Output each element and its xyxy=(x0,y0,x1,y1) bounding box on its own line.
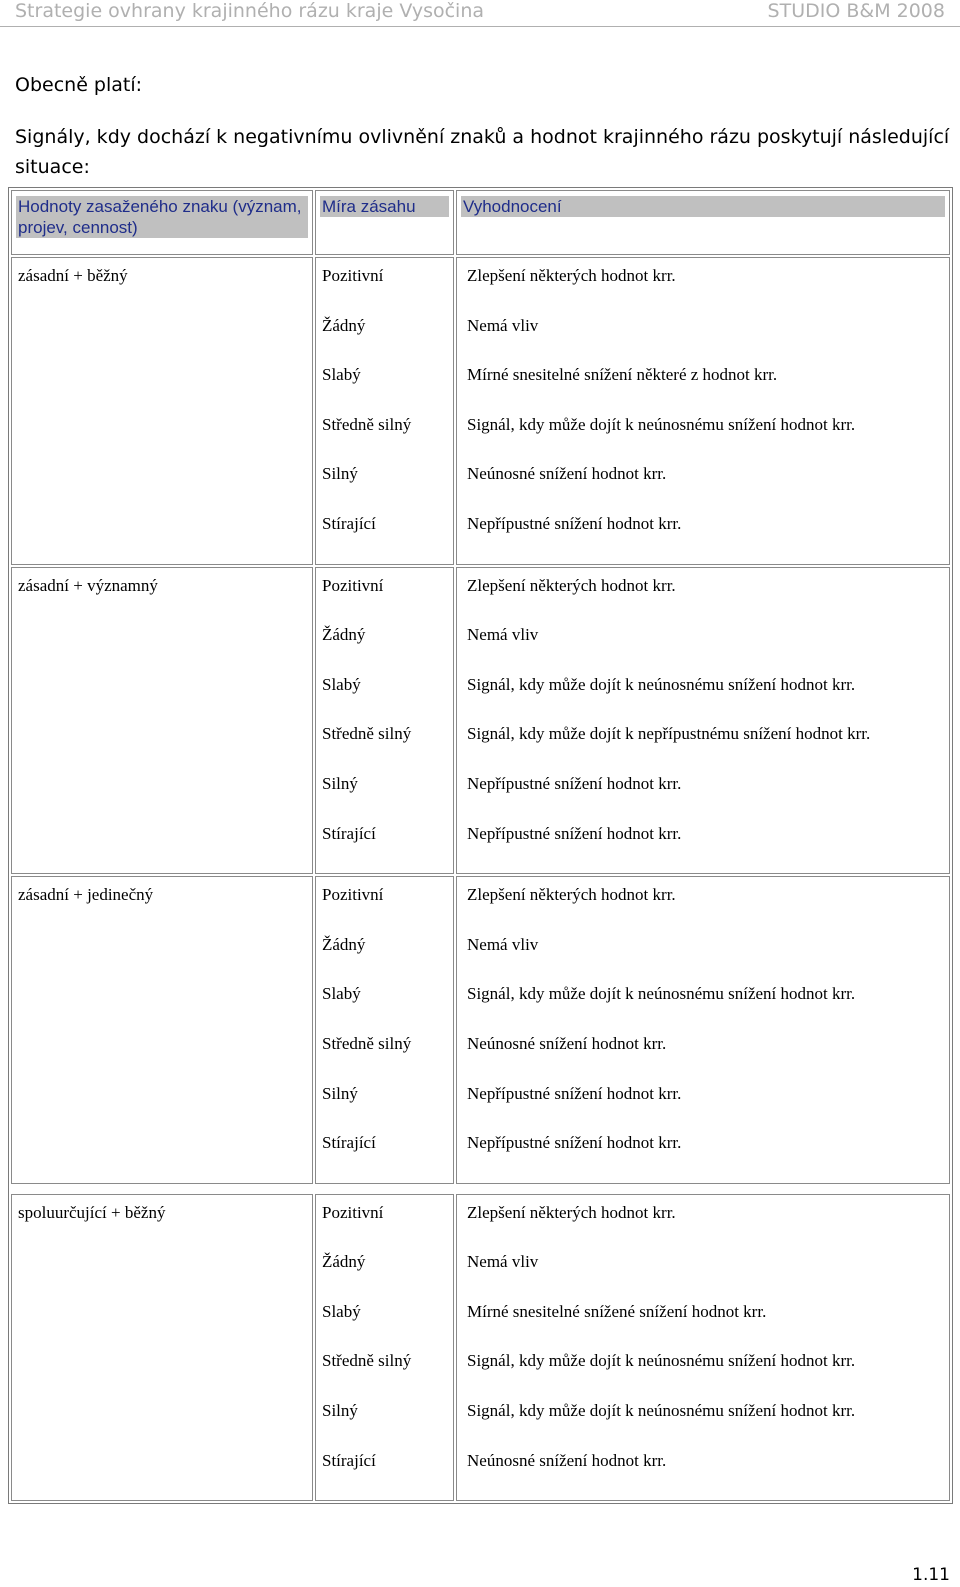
table-row xyxy=(11,1194,950,1502)
evaluation-text: Zlepšení některých hodnot krr. xyxy=(467,885,676,905)
header-cell-values xyxy=(11,190,313,255)
intensity-list xyxy=(316,568,453,874)
evaluation-text: Neúnosné snížení hodnot krr. xyxy=(467,1450,667,1470)
table-spacer xyxy=(11,1186,950,1192)
evaluation-text: Zlepšení některých hodnot krr. xyxy=(467,266,676,285)
intensity-level: Středně silný xyxy=(322,724,412,744)
evaluation-text: Signál, kdy může dojít k neúnosnému snížení hodnot krr. xyxy=(467,674,856,694)
intensity-level: Žádný xyxy=(322,625,366,645)
intensity-level: Silný xyxy=(322,1401,358,1421)
header-cell-intensity xyxy=(315,190,454,255)
intensity-level: Žádný xyxy=(322,1252,366,1272)
intensity-cell xyxy=(315,257,454,565)
table-spacer-cell xyxy=(11,1186,950,1192)
evaluation-cell xyxy=(456,257,950,565)
evaluation-list xyxy=(457,1195,949,1501)
group-label: zásadní + jedinečný xyxy=(18,885,154,905)
intensity-level: Středně silný xyxy=(322,1033,412,1053)
evaluation-text: Zlepšení některých hodnot krr. xyxy=(467,575,676,595)
group-cell xyxy=(11,567,313,875)
evaluation-text: Nemá vliv xyxy=(467,315,539,335)
column-header-evaluation: Vyhodnocení xyxy=(461,196,945,217)
evaluation-list xyxy=(457,568,949,874)
evaluation-cell xyxy=(456,876,950,1184)
evaluation-text: Mírné snesitelné snížené snížení hodnot krr. xyxy=(467,1301,767,1321)
evaluation-text: Nemá vliv xyxy=(467,1252,539,1272)
group-cell xyxy=(11,257,313,565)
evaluation-text: Nemá vliv xyxy=(467,625,539,645)
evaluation-list xyxy=(457,877,949,1183)
intensity-level: Pozitivní xyxy=(322,1202,384,1222)
intensity-level: Pozitivní xyxy=(322,266,384,285)
evaluation-text: Nemá vliv xyxy=(467,934,539,954)
intensity-level: Silný xyxy=(322,464,358,484)
evaluation-text: Mírné snesitelné snížení některé z hodnot krr. xyxy=(467,365,778,385)
evaluation-text: Signál, kdy může dojít k neúnosnému snížení hodnot krr. xyxy=(467,1401,856,1421)
evaluation-table xyxy=(8,187,953,1504)
evaluation-text: Neúnosné snížení hodnot krr. xyxy=(467,464,667,484)
evaluation-text: Nepřípustné snížení hodnot krr. xyxy=(467,773,682,793)
evaluation-text: Nepřípustné snížení hodnot krr. xyxy=(467,823,682,843)
intensity-cell xyxy=(315,1194,454,1502)
intensity-level: Stírající xyxy=(322,513,376,533)
evaluation-text: Nepřípustné snížení hodnot krr. xyxy=(467,1083,682,1103)
header-cell-evaluation xyxy=(456,190,950,255)
evaluation-text: Signál, kdy může dojít k nepřípustnému snížení hodnot krr. xyxy=(467,724,871,744)
table-row xyxy=(11,257,950,565)
group-label: zásadní + významný xyxy=(18,575,158,595)
intensity-level: Slabý xyxy=(322,674,361,694)
intensity-level: Silný xyxy=(322,773,358,793)
intensity-level: Žádný xyxy=(322,315,366,335)
evaluation-cell xyxy=(456,1194,950,1502)
group-cell xyxy=(11,1194,313,1502)
header-document-title: Strategie ovhrany krajinného rázu kraje Vysočina xyxy=(15,0,484,22)
table-row xyxy=(11,567,950,875)
table-row xyxy=(11,876,950,1184)
evaluation-text: Nepřípustné snížení hodnot krr. xyxy=(467,513,682,533)
intensity-level: Středně silný xyxy=(322,414,412,434)
intensity-level: Středně silný xyxy=(322,1351,412,1371)
group-cell xyxy=(11,876,313,1184)
intensity-level: Pozitivní xyxy=(322,575,384,595)
evaluation-text: Signál, kdy může dojít k neúnosnému snížení hodnot krr. xyxy=(467,414,856,434)
group-label: spoluurčující + běžný xyxy=(18,1202,166,1222)
intensity-list xyxy=(316,1195,453,1501)
section-heading: Obecně platí: xyxy=(15,74,143,96)
intensity-level: Slabý xyxy=(322,365,361,385)
intensity-level: Silný xyxy=(322,1083,358,1103)
intensity-cell xyxy=(315,567,454,875)
intensity-list xyxy=(316,877,453,1183)
evaluation-text: Nepřípustné snížení hodnot krr. xyxy=(467,1133,682,1153)
header-studio: STUDIO B&M 2008 xyxy=(767,0,945,22)
evaluation-text: Zlepšení některých hodnot krr. xyxy=(467,1202,676,1222)
intensity-cell xyxy=(315,876,454,1184)
evaluation-text: Signál, kdy může dojít k neúnosnému snížení hodnot krr. xyxy=(467,1351,856,1371)
intensity-list xyxy=(316,258,453,564)
evaluation-text: Signál, kdy může dojít k neúnosnému snížení hodnot krr. xyxy=(467,984,856,1004)
evaluation-cell xyxy=(456,567,950,875)
page-number: 1.11 xyxy=(912,1565,950,1585)
intensity-level: Stírající xyxy=(322,1133,376,1153)
evaluation-text: Neúnosné snížení hodnot krr. xyxy=(467,1033,667,1053)
intensity-level: Slabý xyxy=(322,984,361,1004)
intensity-level: Stírající xyxy=(322,823,376,843)
intro-paragraph: Signály, kdy dochází k negativnímu ovlivnění znaků a hodnot krajinného rázu poskytují následující situace: xyxy=(15,126,950,178)
evaluation-list xyxy=(457,258,949,564)
table-header-row xyxy=(11,190,950,255)
column-header-intensity: Míra zásahu xyxy=(320,196,449,217)
group-label: zásadní + běžný xyxy=(18,266,128,285)
intensity-level: Žádný xyxy=(322,934,366,954)
intensity-level: Pozitivní xyxy=(322,885,384,905)
intensity-level: Slabý xyxy=(322,1301,361,1321)
column-header-values: Hodnoty zasaženého znaku (význam, projev, cennost) xyxy=(16,196,308,238)
intensity-level: Stírající xyxy=(322,1450,376,1470)
running-header xyxy=(0,0,960,27)
